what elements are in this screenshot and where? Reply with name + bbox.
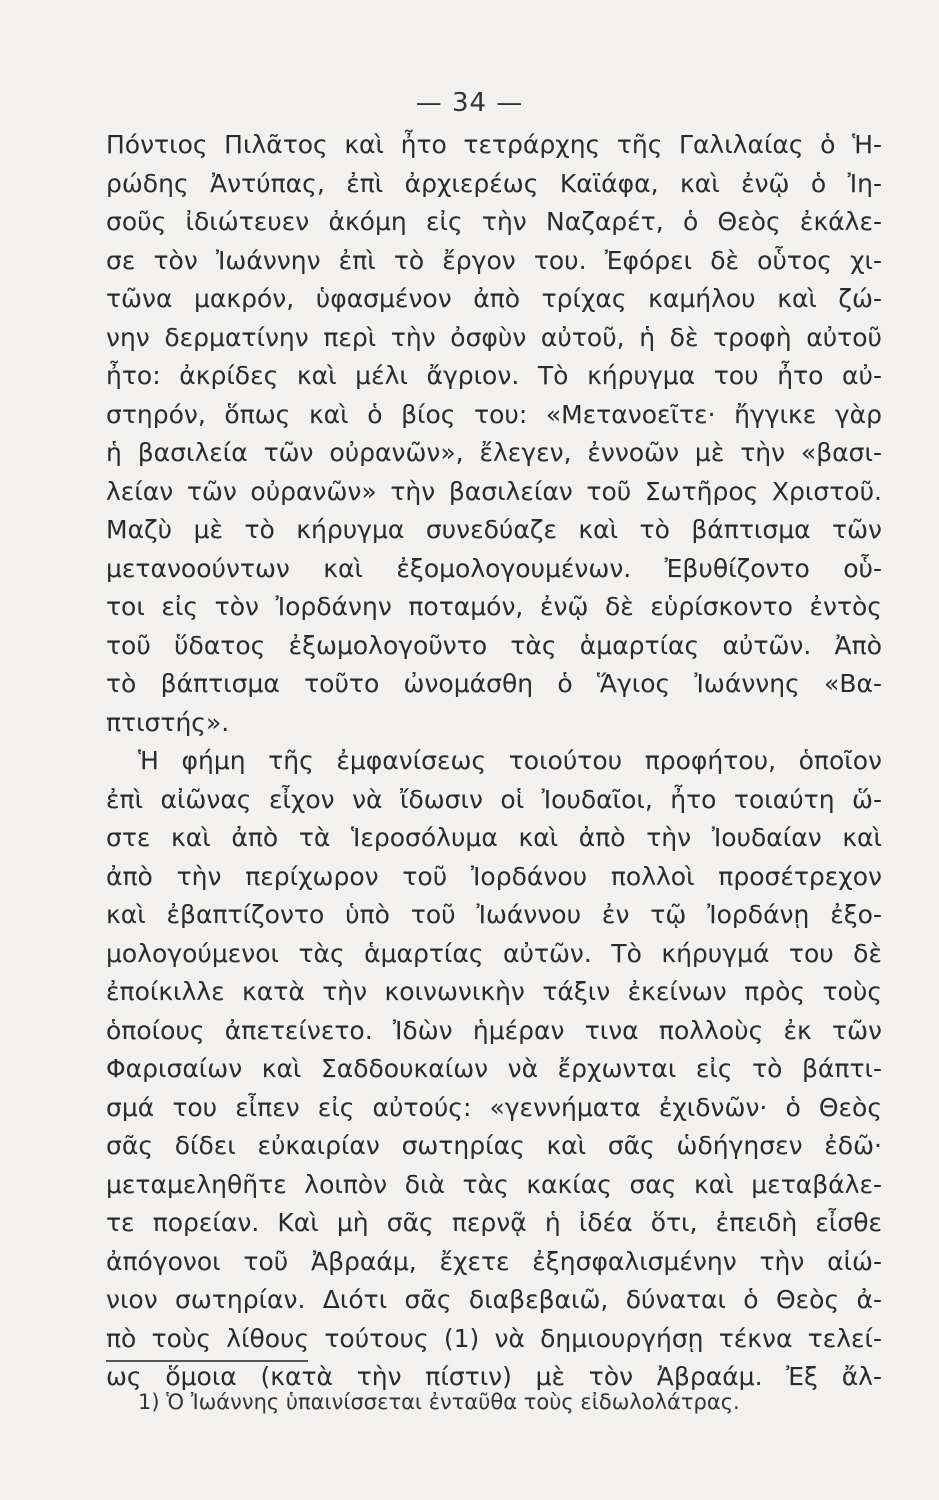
text-line: ἀπόγονοι τοῦ Ἀβραάμ, ἔχετε ἐξησφαλισμένην τὴν αἰώ- (106, 1246, 882, 1276)
text-line: ὁποίους ἀπετείνετο. Ἰδὼν ἡμέραν τινα πολλοὺς ἐκ τῶν (106, 1015, 882, 1045)
page-number: — 34 — (415, 88, 524, 118)
text-line: πτιστής». (106, 707, 230, 737)
text-line: ρώδης Ἀντύπας, ἐπὶ ἀρχιερέως Καϊάφα, καὶ ἐνῷ ὁ Ἰη- (106, 168, 882, 198)
text-line: τῶνα μακρόν, ὑφασμένον ἀπὸ τρίχας καμήλου καὶ ζώ- (106, 284, 882, 313)
text-line: στηρόν, ὅπως καὶ ὁ βίος του: «Μετανοεῖτε· ἤγγικε γὰρ (106, 399, 882, 429)
text-line: ως ὅμοια (κατὰ τὴν πίστιν) μὲ τὸν Ἀβραάμ. Ἐξ ἄλ- (106, 1362, 882, 1391)
text-line: τὸ βάπτισμα τοῦτο ὠνομάσθη ὁ Ἅγιος Ἰωάννης «Βα- (106, 669, 882, 698)
text-line: τε πορείαν. Καὶ μὴ σᾶς περνᾷ ἡ ἰδέα ὅτι, ἐπειδὴ εἶσθε (106, 1208, 882, 1237)
text-line: σοῦς ἰδιώτευεν ἀκόμη εἰς τὴν Ναζαρέτ, ὁ Θεὸς ἐκάλε- (106, 207, 882, 236)
text-line: σᾶς δίδει εὐκαιρίαν σωτηρίας καὶ σᾶς ὡδήγησεν ἐδῶ· (106, 1131, 882, 1160)
text-line: σμά του εἶπεν εἰς αὐτούς: «γεννήματα ἐχιδνῶν· ὁ Θεὸς (106, 1092, 882, 1122)
text-line: πὸ τοὺς λίθους τούτους (1) νὰ δημιουργήσῃ τέκνα τελεί- (106, 1323, 882, 1353)
text-line: ἦτο: ἀκρίδες καὶ μέλι ἄγριον. Τὸ κήρυγμα του ἦτο αὐ- (106, 361, 882, 390)
text-line: Φαρισαίων καὶ Σαδδουκαίων νὰ ἔρχωνται εἰς τὸ βάπτι- (106, 1054, 882, 1083)
text-line: τοῦ ὕδατος ἐξωμολογοῦντο τὰς ἁμαρτίας αὐτῶν. Ἀπὸ (106, 630, 882, 660)
text-line: νην δερματίνην περὶ τὴν ὀσφὺν αὐτοῦ, ἡ δὲ τροφὴ αὐτοῦ (106, 322, 882, 352)
text-line: ἀπὸ τὴν περίχωρον τοῦ Ἰορδάνου πολλοὶ προσέτρεχον (106, 861, 882, 891)
text-line: καὶ ἐβαπτίζοντο ὑπὸ τοῦ Ἰωάννου ἐν τῷ Ἰορδάνῃ ἐξο- (106, 900, 882, 929)
body-text (106, 126, 882, 1397)
text-line: λείαν τῶν οὐρανῶν» τὴν βασιλείαν τοῦ Σωτῆρος Χριστοῦ. (106, 476, 882, 506)
text-line: Ἡ φήμη τῆς ἐμφανίσεως τοιούτου προφήτου, ὁποῖον (138, 746, 882, 775)
text-line: νιον σωτηρίαν. Διότι σᾶς διαβεβαιῶ, δύναται ὁ Θεὸς ἀ- (106, 1285, 882, 1314)
footnote-divider (106, 1360, 308, 1362)
text-line: ἐποίκιλλε κατὰ τὴν κοινωνικὴν τάξιν ἐκείνων πρὸς τοὺς (106, 977, 882, 1006)
text-line: Μαζὺ μὲ τὸ κήρυγμα συνεδύαζε καὶ τὸ βάπτισμα τῶν (106, 515, 882, 544)
text-line: μολογούμενοι τὰς ἁμαρτίας αὐτῶν. Τὸ κήρυγμά του δὲ (106, 938, 882, 968)
text-line: μεταμεληθῆτε λοιπὸν διὰ τὰς κακίας σας καὶ μεταβάλε- (106, 1169, 882, 1199)
footnote: 1) Ὁ Ἰωάννης ὑπαινίσσεται ἐνταῦθα τοὺς εἰδωλολάτρας. (138, 1390, 740, 1414)
text-line: ἡ βασιλεία τῶν οὐρανῶν», ἔλεγεν, ἐννοῶν μὲ τὴν «βασι- (106, 438, 882, 467)
text-line: σε τὸν Ἰωάννην ἐπὶ τὸ ἔργον του. Ἐφόρει δὲ οὗτος χι- (106, 245, 882, 275)
text-line: τοι εἰς τὸν Ἰορδάνην ποταμόν, ἐνῷ δὲ εὑρίσκοντο ἐντὸς (106, 592, 882, 621)
text-line: ἐπὶ αἰῶνας εἶχον νὰ ἴδωσιν οἱ Ἰουδαῖοι, ἦτο τοιαύτη ὥ- (106, 784, 882, 814)
text-line: Πόντιος Πιλᾶτος καὶ ἦτο τετράρχης τῆς Γαλιλαίας ὁ Ἡ- (106, 130, 882, 159)
text-line: μετανοούντων καὶ ἐξομολογουμένων. Ἐβυθίζοντο οὗ- (106, 553, 882, 583)
text-line: στε καὶ ἀπὸ τὰ Ἱεροσόλυμα καὶ ἀπὸ τὴν Ἰουδαίαν καὶ (106, 823, 882, 852)
